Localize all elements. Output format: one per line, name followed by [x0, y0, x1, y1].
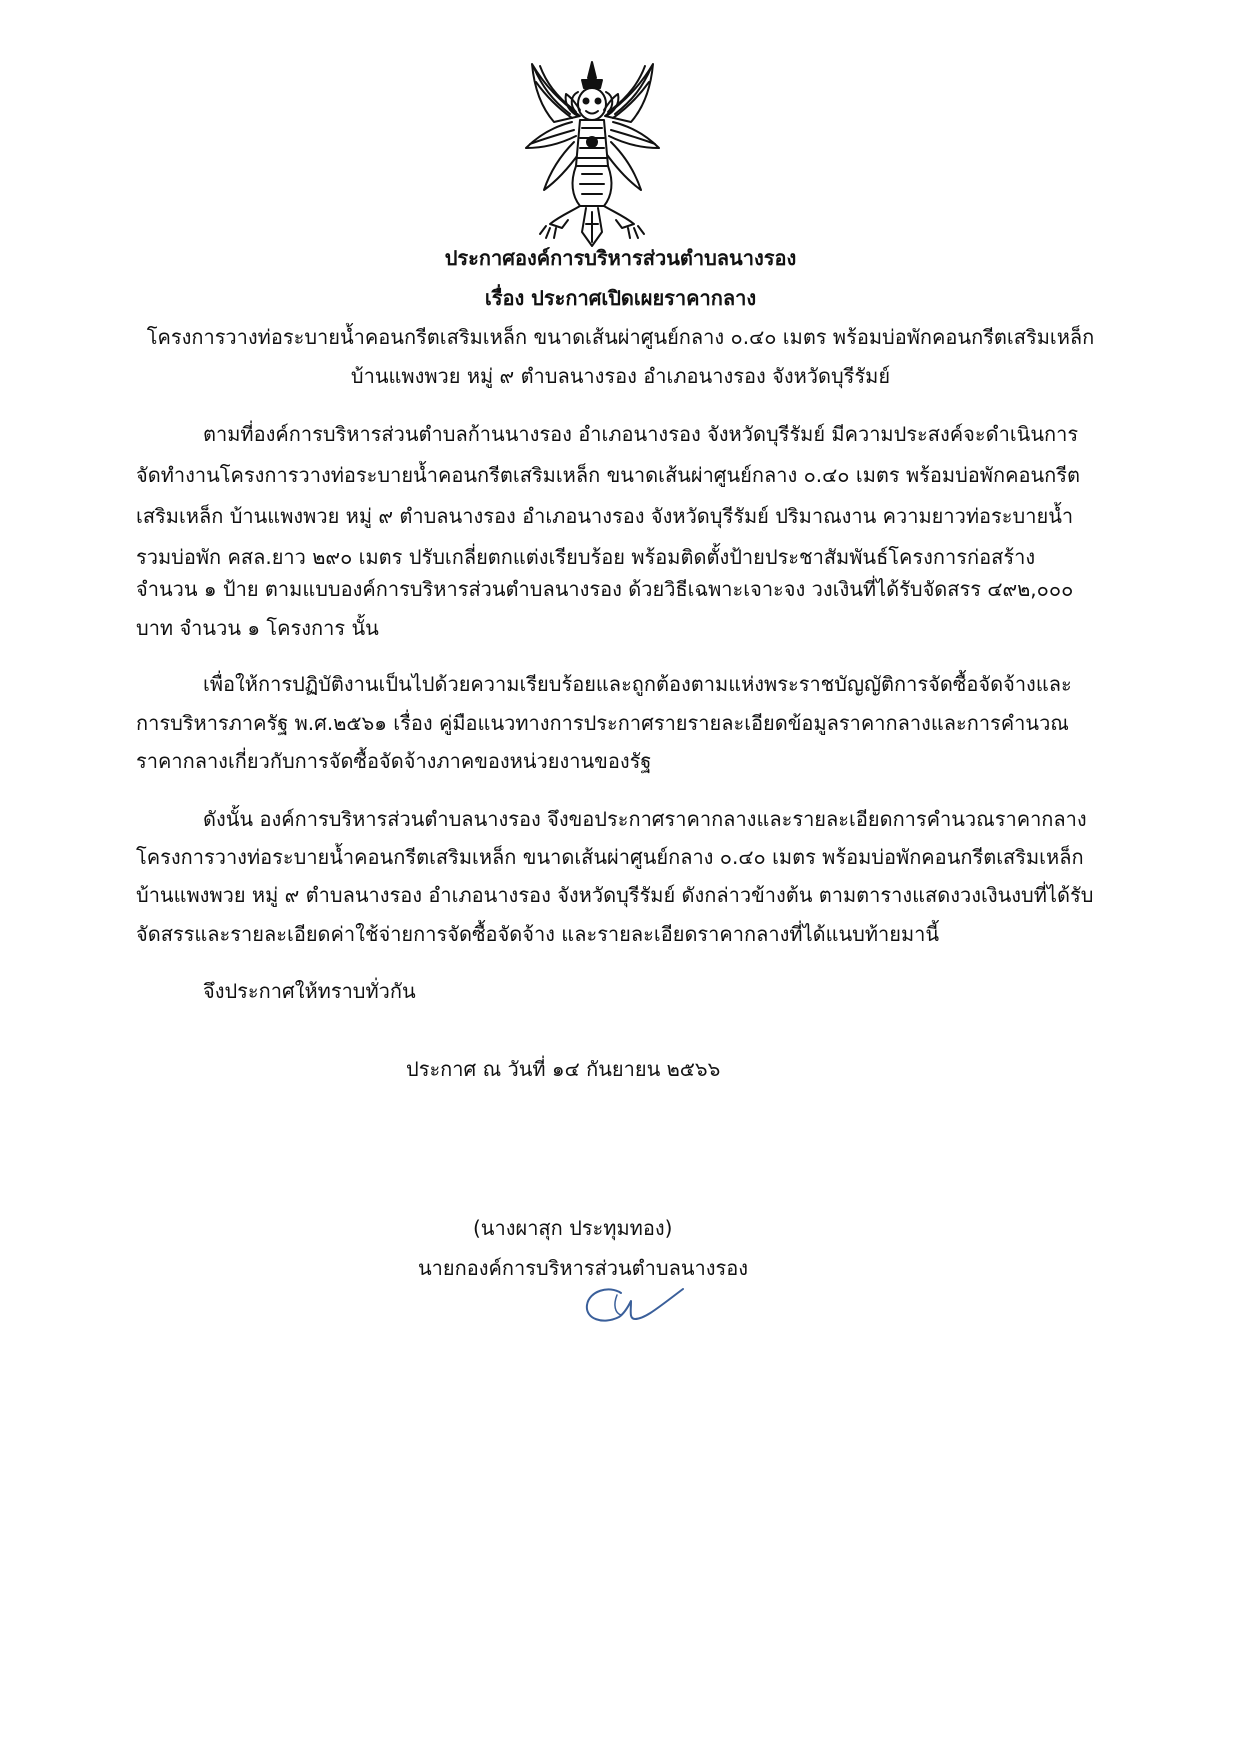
paragraph-3-line: ดังนั้น องค์การบริหารส่วนตำบลนางรอง จึงขอประกาศราคากลางและรายละเอียดการคำนวณราคากลาง — [203, 807, 1087, 831]
paragraph-1-line: จำนวน ๑ ป้าย ตามแบบองค์การบริหารส่วนตำบลนางรอง ด้วยวิธีเฉพาะเจาะจง วงเงินที่ได้รับจัดสรร ๔๙๒,๐๐๐ — [136, 577, 1074, 601]
paragraph-1-line: บาท จำนวน ๑ โครงการ นั้น — [136, 616, 379, 640]
signer-name: (นางผาสุก ประทุมทอง) — [473, 1216, 673, 1240]
paragraph-1-line: เสริมเหล็ก บ้านแพงพวย หมู่ ๙ ตำบลนางรอง อำเภอนางรอง จังหวัดบุรีรัมย์ ปริมาณงาน ความยาวท่อระบายน้ำ — [136, 504, 1074, 528]
paragraph-1-line: ตามที่องค์การบริหารส่วนตำบลก้านนางรอง อำเภอนางรอง จังหวัดบุรีรัมย์ มีความประสงค์จะดำเนินการ — [203, 422, 1079, 446]
announcement-title: ประกาศองค์การบริหารส่วนตำบลนางรอง — [444, 246, 797, 270]
paragraph-2-line: ราคากลางเกี่ยวกับการจัดซื้อจัดจ้างภาคของหน่วยงานของรัฐ — [136, 749, 652, 773]
garuda-emblem-icon — [520, 56, 665, 251]
paragraph-2-line: การบริหารภาครัฐ พ.ศ.๒๕๖๑ เรื่อง คู่มือแนวทางการประกาศรายรายละเอียดข้อมูลราคากลางและการคำนวณ — [136, 711, 1069, 735]
project-title-line1: โครงการวางท่อระบายน้ำคอนกรีตเสริมเหล็ก ขนาดเส้นผ่าศูนย์กลาง ๐.๔๐ เมตร พร้อมบ่อพักคอนกรีตเสริมเหล็ก — [146, 325, 1095, 349]
paragraph-3-line: จัดสรรและรายละเอียดค่าใช้จ่ายการจัดซื้อจัดจ้าง และรายละเอียดราคากลางที่ได้แนบท้ายมานี้ — [136, 922, 940, 946]
paragraph-2-line: เพื่อให้การปฏิบัติงานเป็นไปด้วยความเรียบร้อยและถูกต้องตามแห่งพระราชบัญญัติการจัดซื้อจัดจ้างและ — [203, 672, 1072, 696]
paragraph-1-line: จัดทำงานโครงการวางท่อระบายน้ำคอนกรีตเสริมเหล็ก ขนาดเส้นผ่าศูนย์กลาง ๐.๔๐ เมตร พร้อมบ่อพักคอนกรีต — [136, 463, 1080, 487]
signer-title: นายกองค์การบริหารส่วนตำบลนางรอง — [418, 1256, 749, 1280]
signature-icon — [573, 1275, 693, 1335]
closing-statement: จึงประกาศให้ทราบทั่วกัน — [203, 979, 416, 1003]
announcement-date: ประกาศ ณ วันที่ ๑๔ กันยายน ๒๕๖๖ — [406, 1057, 721, 1081]
project-title-line2: บ้านแพงพวย หมู่ ๙ ตำบลนางรอง อำเภอนางรอง จังหวัดบุรีรัมย์ — [350, 364, 891, 388]
paragraph-3-line: โครงการวางท่อระบายน้ำคอนกรีตเสริมเหล็ก ขนาดเส้นผ่าศูนย์กลาง ๐.๔๐ เมตร พร้อมบ่อพักคอนกรีตเสริมเหล็ก — [136, 845, 1084, 869]
paragraph-1-line: รวมบ่อพัก คสล.ยาว ๒๙๐ เมตร ปรับเกลี่ยตกแต่งเรียบร้อย พร้อมติดตั้งป้ายประชาสัมพันธ์โครงการก่อสร้าง — [136, 545, 1036, 569]
announcement-subject: เรื่อง ประกาศเปิดเผยราคากลาง — [484, 286, 757, 310]
paragraph-3-line: บ้านแพงพวย หมู่ ๙ ตำบลนางรอง อำเภอนางรอง จังหวัดบุรีรัมย์ ดังกล่าวข้างต้น ตามตารางแสดงวงเงินงบที่ได้รับ — [136, 883, 1094, 907]
